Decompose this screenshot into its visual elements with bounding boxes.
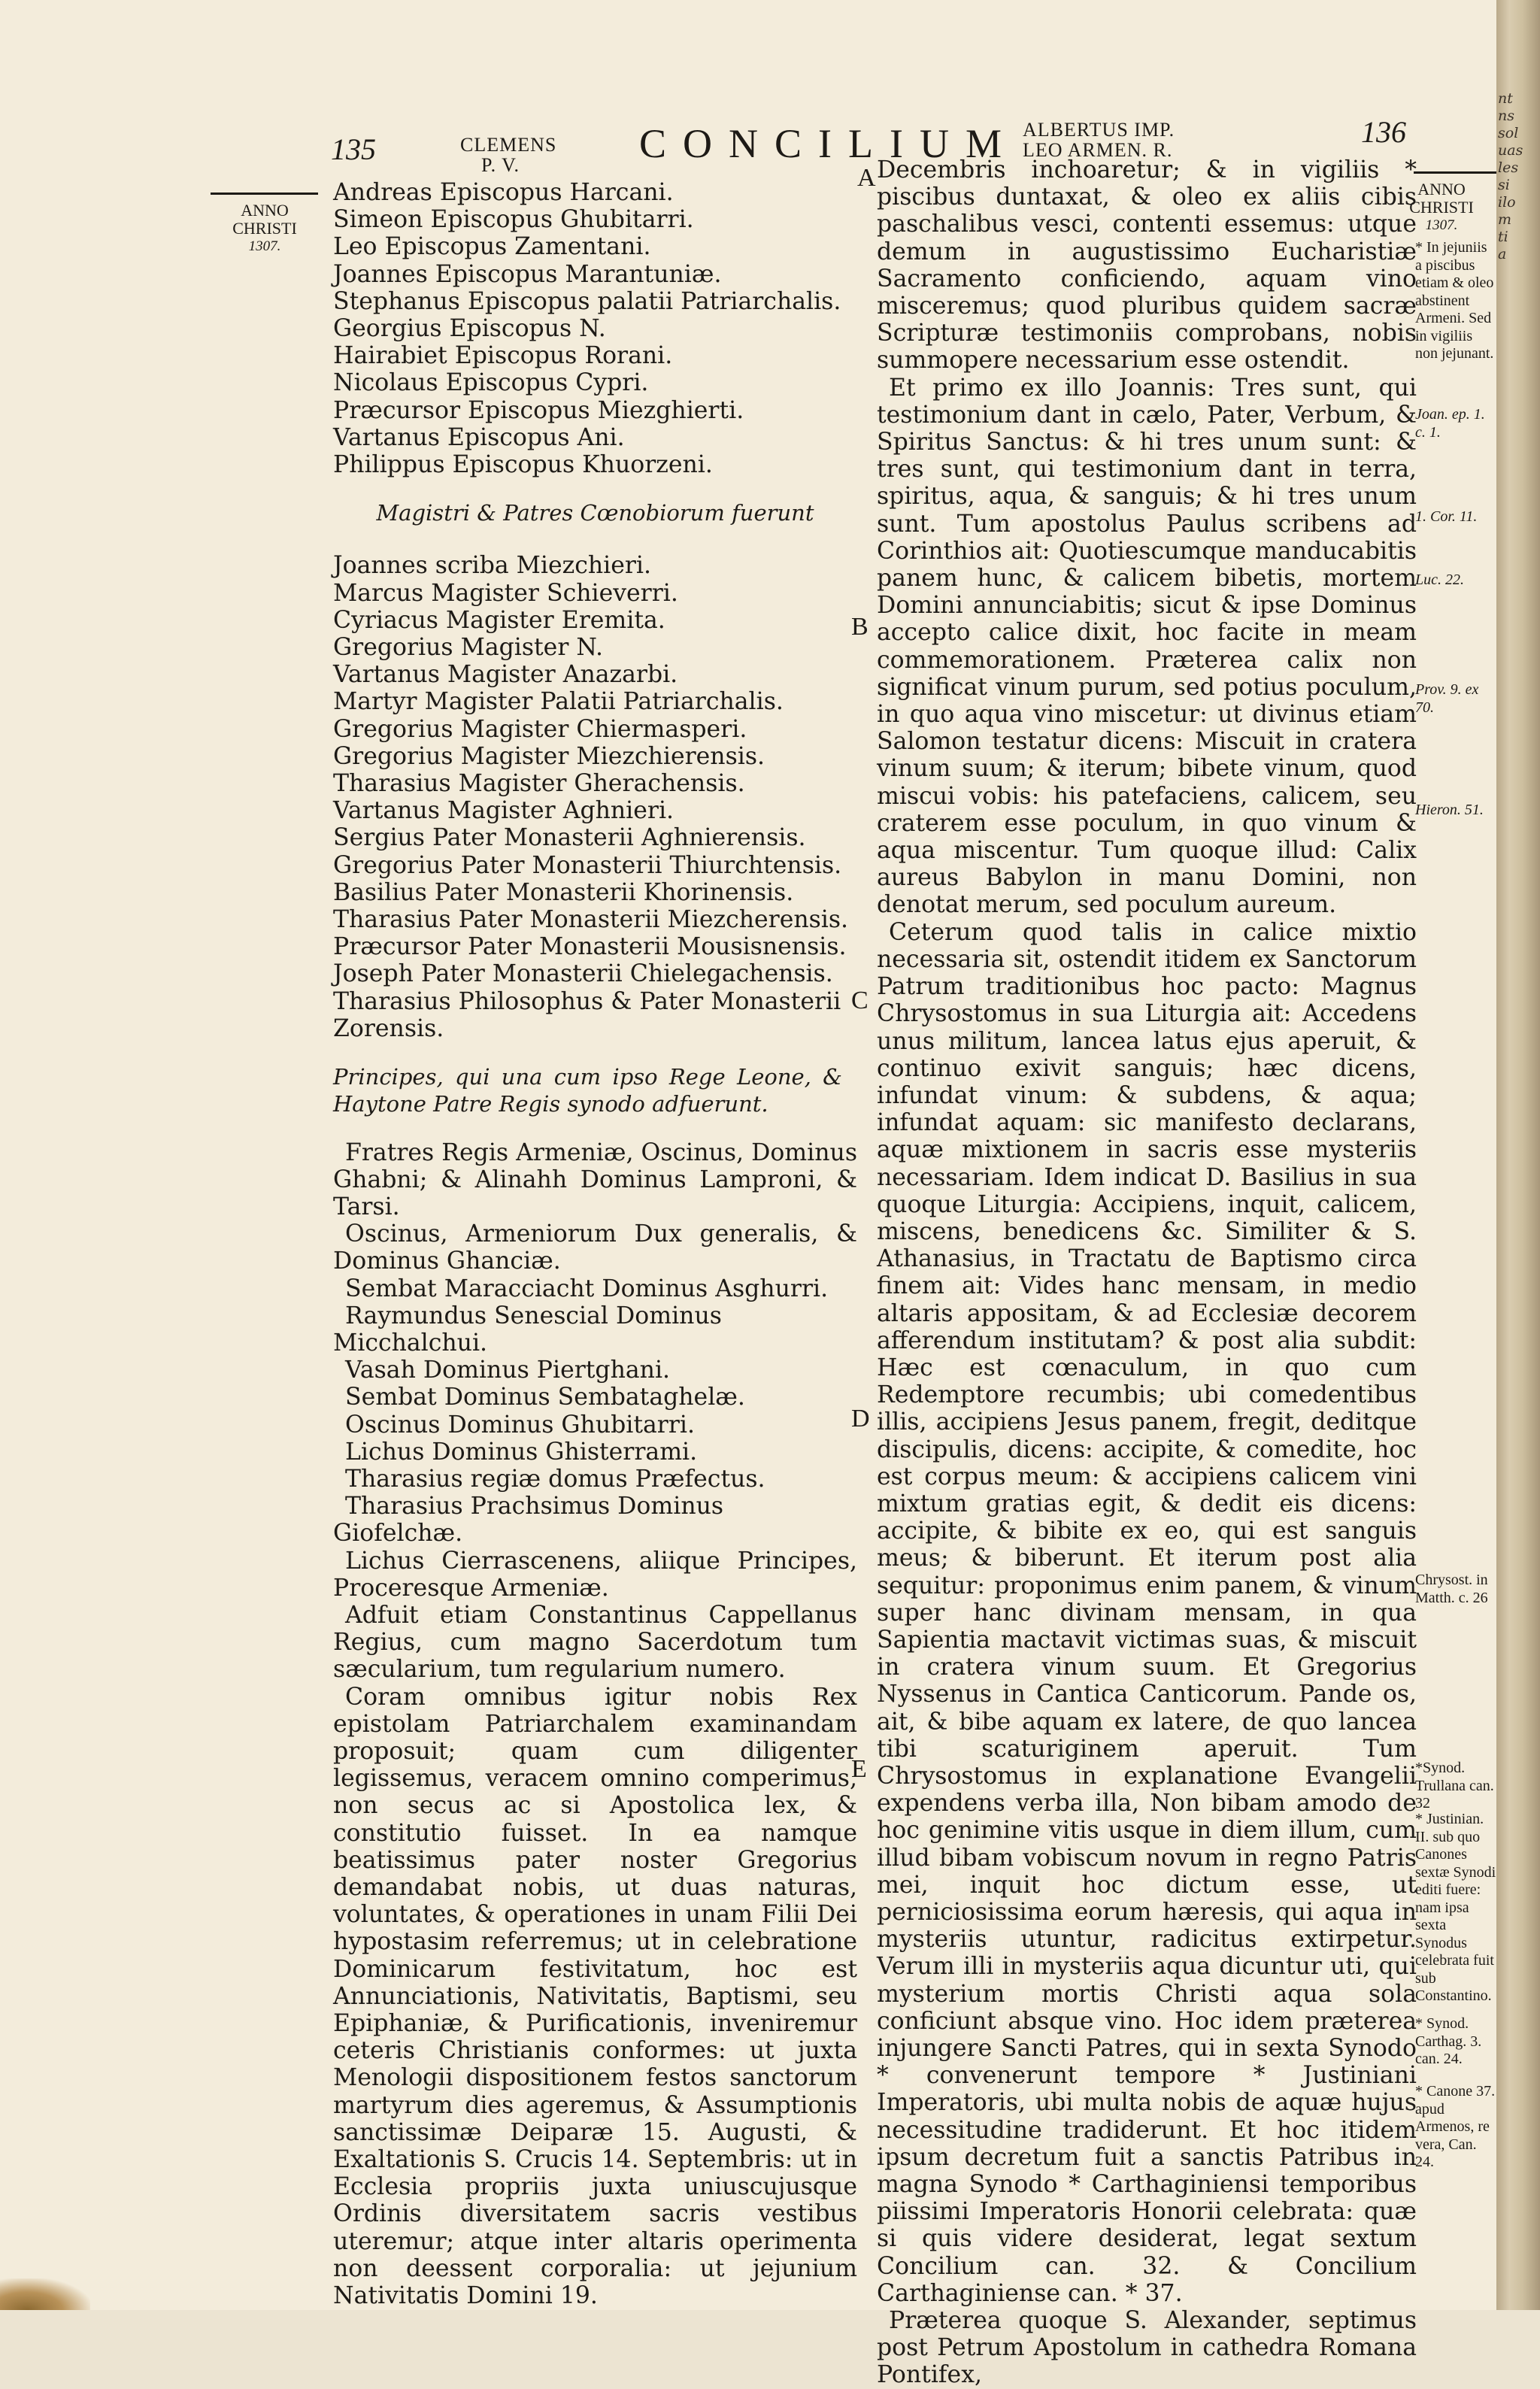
- list-item: Præcursor Pater Monasterii Mousisnensis.: [333, 933, 847, 961]
- margin-note: Luc. 22.: [1415, 571, 1464, 588]
- right-ruler-king: LEO ARMEN. R.: [1023, 139, 1173, 161]
- paragraph: Adfuit etiam Constantinus Cappellanus Regius, cum magno Sacerdotum tum sæcularium, tum regularium numero.: [333, 1601, 857, 1684]
- paragraph: Præterea quoque S. Alexander, septimus post Petrum Apostolum in cathedra Romana Pontifex,: [877, 2307, 1417, 2389]
- magistri-heading: Magistri & Patres Cœnobiorum fuerunt: [376, 500, 814, 526]
- list-item: Joseph Pater Monasterii Chielegachensis.: [333, 960, 833, 988]
- list-item: Gregorius Magister Miezchierensis.: [333, 742, 765, 770]
- left-pope-title: P. V.: [481, 154, 520, 176]
- paragraph: Et primo ex illo Joannis: Tres sunt, qui testimonium dant in cælo, Pater, Verbum, & Spiritus Sanctus: & hi tres unum sunt: & tres sunt, qui testimonium dant in terra, spiritus, aqua, & sanguis; & hi tres unum sunt. Tum apostolus Paulus scribens ad Corinthios ait: Quotiescumque manducabitis panem hunc, & calicem bibetis, mortem Domini annunciabitis; sicut & ipse Dominus accepto calice dixit, hoc facite in meam commemorationem. Præterea calix non significat vinum purum, sed potius poculum, in quo aqua vino miscetur: ut divinus etiam Salomon testatur dicens: Miscuit in cratera vinum suum; & iterum; bibete vinum, quod miscui vobis: his patefaciens, calicem, seu craterem esse poculum, in quo vinum & aqua miscentur. Tum quoque illud: Calix aureus Babylon in manu Domini, non denotat merum, sed poculum aureum.: [877, 374, 1417, 919]
- list-item: Sembat Maracciacht Dominus Asghurri.: [345, 1275, 829, 1302]
- list-item: Philippus Episcopus Khuorzeni.: [333, 451, 713, 479]
- section-letter-a: A: [857, 164, 876, 192]
- right-column: [877, 156, 1417, 2389]
- page-title: CONCILIUM: [639, 121, 1018, 166]
- principes-list: [333, 1139, 857, 1602]
- list-item: Vartanus Episcopus Ani.: [333, 423, 625, 451]
- margin-note: Prov. 9. ex 70.: [1415, 681, 1479, 716]
- list-item: Gregorius Magister N.: [333, 634, 603, 662]
- paragraph: Ceterum quod talis in calice mixtio necessaria sit, ostendit itidem ex Sanctorum Patrum traditionibus hoc pacto: Magnus Chrysostomus in sua Liturgia ait: Accedens unus militum, lancea latus ejus aperuit, & continuo exivit sanguis; hæc dicens, infundat vinum: & subdens, & aqua; infundat aquam: sic manifesto declarans, aquæ mixtionem in sacris esse mysteriis necessariam. Idem indicat D. Basilius in sua quoque Liturgia: Accipiens, inquit, calicem, miscens, benedicens &c. Similiter & S. Athanasius, in Tractatu de Baptismo circa finem ait: Vides hanc mensam, in medio altaris appositam, & ad Ecclesiæ decorem afferendum institutam? & post alia subdit: Hæc est cœnaculum, in quo cum Redemptore recumbis; ubi comedentibus illis, accipiens Jesus panem, fregit, deditque discipulis, dicens: accipite, & comedite, hoc est corpus meum: & accipiens calicem vini mixtum gratias egit, & dedit eis dicens: accipite, & bibite ex eo, qui est sanguis meus; & biberunt. Et iterum post alia sequitur: proponimus enim panem, & vinum super hanc divinam mensam, in qua Sapientia mactavit victimas suas, & miscuit in cratera vinum suum. Et Gregorius Nyssenus in Cantica Canticorum. Pande os, ait, & bibe aquam ex latere, de quo lancea tibi scaturiginem aperuit. Tum Chrysostomus in explanatione Evangelii expendens verba illa, Non bibam amodo de hoc genimine vitis usque in diem illum, cum illud bibam vobiscum novum in regno Patris mei, inquit hoc dictum esse, ut perniciosissima eorum hæresis, qui aqua in mysteriis utuntur, radicitus extirpetur. Verum illi in mysteriis aqua dicuntur uti, qui mysterium mortis Christi aqua sola conficiunt absque vino. Hoc idem præterea injungere Sancti Patres, qui in sexta Synodo * convenerunt tempore * Justiniani Imperatoris, ubi multa nobis de aquæ hujus necessitudine tradiderunt. Et hoc itidem ipsum decretum fuit a sanctis Patribus in magna Synodo * Carthaginiensi temporibus piissimi Imperatoris Honorii celebrata: quæ si quis videre desiderat, legat sextum Concilium can. 32. & Concilium Carthaginiense can. * 37.: [877, 918, 1417, 2307]
- section-letter-d: D: [851, 1405, 870, 1432]
- list-item: Tharasius Magister Gherachensis.: [333, 770, 745, 798]
- list-item: Gregorius Pater Monasterii Thiurchtensis.: [333, 851, 842, 879]
- list-item: Raymundus Senescial Dominus Micchalchui.: [333, 1302, 722, 1357]
- thumb-shadow: [0, 2278, 90, 2310]
- list-item: Martyr Magister Palatii Patriarchalis.: [333, 688, 784, 716]
- margin-note: 1. Cor. 11.: [1415, 508, 1478, 525]
- left-margin-rule: [211, 193, 318, 195]
- left-pope-name: CLEMENS: [460, 134, 557, 156]
- section-letter-e: E: [851, 1755, 867, 1783]
- list-item: Leo Episcopus Zamentani.: [333, 233, 651, 261]
- section-letter-b: B: [851, 613, 869, 641]
- next-page-edge: [1496, 0, 1540, 2310]
- list-item: Cyriacus Magister Eremita.: [333, 606, 665, 634]
- list-item: Sergius Pater Monasterii Aghnierensis.: [333, 824, 806, 852]
- right-anno-christi: ANNO CHRISTI 1307.: [1409, 180, 1474, 233]
- list-item: Basilius Pater Monasterii Khorinensis.: [333, 878, 794, 906]
- list-item: Vartanus Magister Anazarbi.: [333, 661, 678, 689]
- list-item: Tharasius regiæ domus Præfectus.: [345, 1465, 765, 1493]
- margin-note: Joan. ep. 1. c. 1.: [1415, 406, 1485, 441]
- list-item: Nicolaus Episcopus Cypri.: [333, 369, 649, 397]
- paragraph: Decembris inchoaretur; & in vigiliis * piscibus duntaxat, & oleo ex aliis cibis paschalibus vesci, contenti essemus: utque demum in augustissimo Eucharistiæ Sacramento conficiendo, aquam vino misceremus; quod pluribus quidem sacræ Scripturæ testimoniis comprobans, nobis summopere necessarium esse ostendit.: [877, 156, 1417, 374]
- list-item: Tharasius Prachsimus Dominus Giofelchæ.: [333, 1493, 724, 1548]
- bishops-list: [333, 179, 857, 478]
- list-item: Tharasius Philosophus & Pater Monasterii Zorensis.: [333, 987, 841, 1042]
- list-item: Stephanus Episcopus palatii Patriarchalis.: [333, 287, 841, 315]
- list-item: Joannes Episcopus Marantuniæ.: [333, 260, 722, 288]
- section-letter-c: C: [851, 987, 869, 1014]
- list-item: Lichus Dominus Ghisterrami.: [345, 1438, 698, 1466]
- margin-note: *Synod. Trullana can. 32: [1415, 1760, 1494, 1811]
- left-column: [333, 179, 857, 2309]
- magistri-list: [333, 552, 857, 1042]
- margin-note: Hieron. 51.: [1415, 802, 1484, 818]
- list-item: Tharasius Pater Monasterii Miezcherensis.: [333, 906, 849, 934]
- list-item: Oscinus Dominus Ghubitarri.: [345, 1411, 695, 1439]
- paragraph: Coram omnibus igitur nobis Rex epistolam Patriarchalem examinandam proposuit; quam cum diligenter legissemus, veracem omnino comperimus, non secus ac si Apostolica lex, & constitutio fuisset. In ea namque beatissimus pater noster Gregorius demandabat nobis, ut duas naturas, voluntates, & operationes in unam Filii Dei hypostasim referremus; ut in celebratione Dominicarum festivitatum, hoc est Annunciationis, Nativitatis, Baptismi, seu Epiphaniæ, & Purificationis, inveniremur ceteris Christianis conformes: ut juxta Menologii dispositionem festos sanctorum martyrum dies ageremus, & Assumptionis sanctissimæ Deiparæ 15. Augusti, & Exaltationis S. Crucis 14. Septembris: ut in Ecclesia propriis juxta uniuscujusque Ordinis diversitatem sacris vestibus uteremur; atque inter altaris operimenta non deessent corporalia: ut jejunium Nativitatis Domini 19.: [333, 1683, 857, 2310]
- margin-note: * In jejuniis a piscibus etiam & oleo abstinent Armeni. Sed in vigiliis non jejunant.: [1415, 239, 1494, 362]
- list-item: Marcus Magister Schieverri.: [333, 579, 678, 607]
- margin-note: * Canone 37. apud Armenos, re vera, Can. 24.: [1415, 2083, 1496, 2170]
- margin-note: Chrysost. in Matth. c. 26: [1415, 1572, 1488, 1606]
- right-ruler-emperor: ALBERTUS IMP.: [1023, 119, 1175, 141]
- margin-note: * Synod. Carthag. 3. can. 24.: [1415, 2015, 1482, 2067]
- next-page-edge-text: nt ns sol uas les si ilo m ti a: [1498, 90, 1523, 262]
- left-anno-christi: ANNO CHRISTI 1307.: [232, 201, 297, 254]
- list-item: Andreas Episcopus Harcani.: [333, 179, 674, 206]
- list-item: Sembat Dominus Sembataghelæ.: [345, 1384, 745, 1411]
- list-item: Vartanus Magister Aghnieri.: [333, 797, 675, 825]
- list-item: Oscinus, Armeniorum Dux generalis, & Dominus Ghanciæ.: [333, 1220, 857, 1275]
- list-item: Vasah Dominus Piertghani.: [345, 1357, 671, 1384]
- list-item: Præcursor Episcopus Miezghierti.: [333, 396, 744, 424]
- principes-heading: Principes, qui una cum ipso Rege Leone, & Haytone Patre Regis synodo adfuerunt.: [333, 1064, 842, 1117]
- list-item: Lichus Cierrascenens, aliique Principes, Proceresque Armeniæ.: [333, 1547, 857, 1602]
- list-item: Hairabiet Episcopus Rorani.: [333, 342, 673, 370]
- right-page-number: 136: [1361, 115, 1406, 149]
- margin-note: * Justinian. II. sub quo Canones sextæ Synodi editi fuere: nam ipsa sexta Synodus celebrata fuit sub Constantino.: [1415, 1811, 1496, 2004]
- left-page-number: 135: [331, 132, 376, 166]
- list-item: Simeon Episcopus Ghubitarri.: [333, 206, 694, 234]
- list-item: Fratres Regis Armeniæ, Oscinus, Dominus Ghabni; & Alinahh Dominus Lamproni, & Tarsi.: [333, 1138, 857, 1220]
- right-margin-rule: [1414, 171, 1496, 174]
- list-item: Georgius Episcopus N.: [333, 315, 606, 343]
- list-item: Joannes scriba Miezchieri.: [333, 552, 652, 580]
- list-item: Gregorius Magister Chiermasperi.: [333, 715, 747, 743]
